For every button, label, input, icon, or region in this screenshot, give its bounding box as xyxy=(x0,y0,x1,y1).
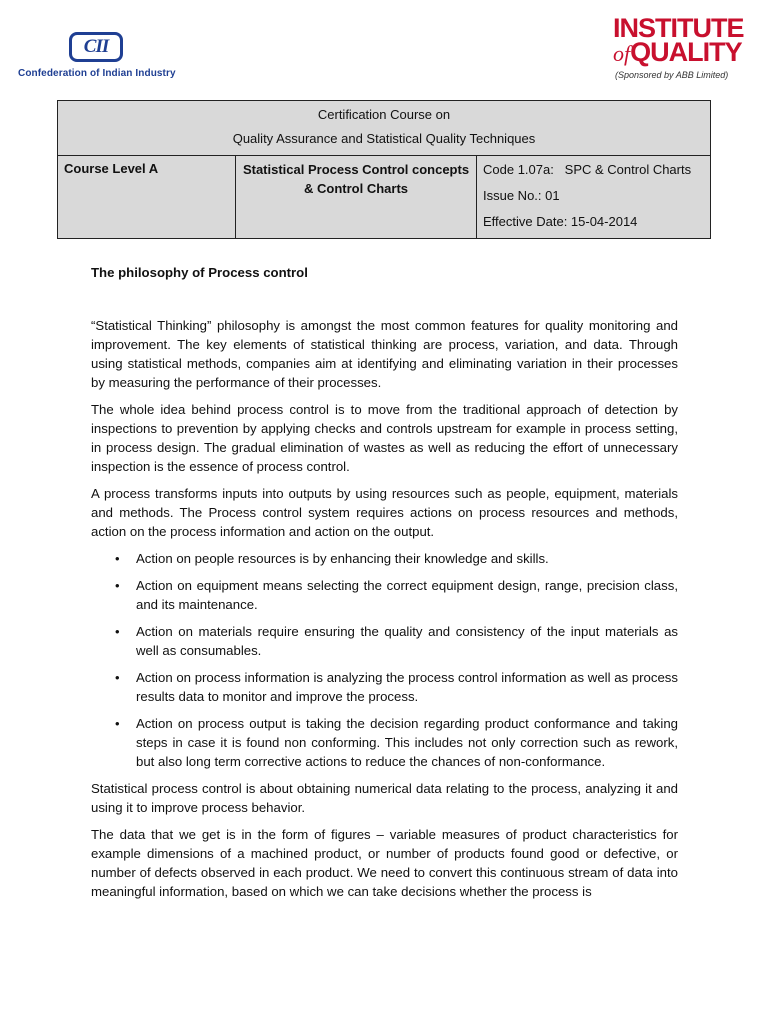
bullet-item xyxy=(91,549,678,568)
iq-logo-quality: QUALITY xyxy=(630,37,742,67)
paragraph: The data that we get is in the form of figures – variable measures of product characteristics for example dimensions of a machined product, or number of products found good or defective, or number of defects observed in each product. We need to convert this continuous stream of data into meaningful information, based on which we can take decisions whether the process is xyxy=(91,827,678,899)
paragraph: Statistical process control is about obtaining numerical data relating to the process, analyzing it and using it to improve process behavior. xyxy=(91,781,678,815)
paragraph: “Statistical Thinking” philosophy is amongst the most common features for quality monitoring and improvement. The key elements of statistical thinking are process, variation, and data. Through using statistical methods, companies aim at identifying and eliminating variation in their processes by measuring the performance of their processes. xyxy=(91,318,678,390)
bullet-item xyxy=(91,576,678,614)
topic-cell xyxy=(236,156,477,239)
cii-organization-name: Confederation of Indian Industry xyxy=(18,68,176,79)
section-heading: The philosophy of Process control xyxy=(91,265,308,280)
cii-logo xyxy=(18,30,178,82)
iq-logo-line2 xyxy=(613,38,742,71)
bullet-text: Action on materials require ensuring the quality and consistency of the input materials as well as consumables. xyxy=(136,624,678,658)
bullet-text: Action on people resources is by enhancing their knowledge and skills. xyxy=(136,551,549,566)
effective-date: Effective Date: 15-04-2014 xyxy=(483,214,638,229)
bullet-item xyxy=(91,668,678,706)
bullet-text: Action on process output is taking the decision regarding product conformance and taking steps in case it is found non conforming. This includes not only correction such as rework, but also long term corrective actions to reduce the chances of non-conformance. xyxy=(136,716,678,769)
course-level-cell: Course Level A xyxy=(58,156,236,239)
course-title-line1: Certification Course on xyxy=(317,107,451,122)
bullet-dot-icon: • xyxy=(115,551,120,566)
iq-sponsor-text: (Sponsored by ABB Limited) xyxy=(615,70,729,80)
paragraph: A process transforms inputs into outputs by using resources such as people, equipment, materials and methods. The Process control system requires actions on process resources and methods, action on the process information and action on the output. xyxy=(91,486,678,539)
document-body xyxy=(91,263,678,909)
bullet-dot-icon: • xyxy=(115,716,120,731)
bullet-item xyxy=(91,622,678,660)
header-title-row xyxy=(58,101,711,156)
cii-badge xyxy=(69,32,123,62)
action-bullet-list xyxy=(91,549,678,771)
bullet-dot-icon: • xyxy=(115,578,120,593)
iq-logo-line1: INSTITUTE xyxy=(613,13,744,43)
header-detail-row xyxy=(58,156,711,239)
issue-number: Issue No.: 01 xyxy=(483,188,560,203)
course-title-cell xyxy=(58,101,711,156)
course-header-table xyxy=(57,100,711,239)
topic-line2: & Control Charts xyxy=(304,181,408,196)
bullet-text: Action on process information is analyzing the process control information as well as process results data to monitor and improve the process. xyxy=(136,670,678,704)
institute-of-quality-logo xyxy=(604,12,744,84)
bullet-dot-icon: • xyxy=(115,670,120,685)
paragraph: The whole idea behind process control is to move from the traditional approach of detection by inspections to prevention by applying checks and controls upstream for example in process setting, in process design. The gradual elimination of wastes as well as reducing the effort of unnecessary inspection is the essence of process control. xyxy=(91,402,678,474)
course-code: Code 1.07a: SPC & Control Charts xyxy=(483,162,692,177)
bullet-item xyxy=(91,714,678,771)
bullet-text: Action on equipment means selecting the correct equipment design, range, precision class, and its maintenance. xyxy=(136,578,678,612)
bullet-dot-icon: • xyxy=(115,624,120,639)
cii-badge-text: CII xyxy=(83,36,109,57)
topic-line1: Statistical Process Control concepts xyxy=(242,162,470,177)
code-cell xyxy=(477,156,711,239)
iq-logo-of: of xyxy=(613,41,631,66)
course-title-line2: Quality Assurance and Statistical Quality Techniques xyxy=(232,131,536,146)
